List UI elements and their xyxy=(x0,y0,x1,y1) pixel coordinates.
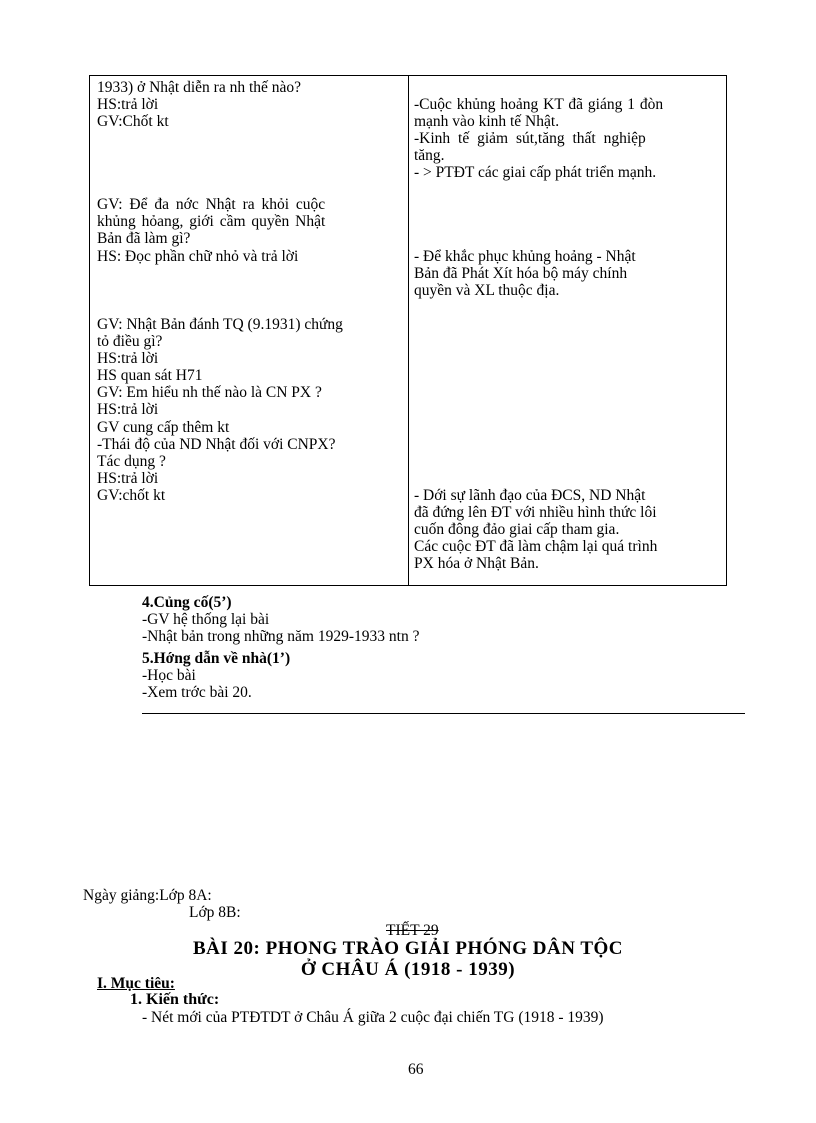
class-line: Lớp 8B: xyxy=(189,904,241,921)
teacher-student-activities-cell xyxy=(90,76,409,586)
content-line: PX hóa ở Nhật Bản. xyxy=(414,555,539,572)
activity-line: GV:chốt kt xyxy=(97,487,166,504)
objectives-heading: I. Mục tiêu: xyxy=(97,975,175,992)
content-line: -Kinh tế giảm sút,tăng thất nghiệp xyxy=(414,130,646,147)
activity-line: GV: Nhật Bản đánh TQ (9.1931) chứng xyxy=(97,316,343,333)
homework-line: -Học bài xyxy=(142,667,196,684)
content-line: cuốn đông đảo giai cấp tham gia. xyxy=(414,521,620,538)
activity-line: tỏ điều gì? xyxy=(97,333,163,350)
content-line: -Cuộc khủng hoảng KT đã giáng 1 đòn xyxy=(414,96,664,113)
consolidation-line: -Nhật bản trong những năm 1929-1933 ntn ? xyxy=(142,628,420,645)
knowledge-heading: 1. Kiến thức: xyxy=(130,991,220,1008)
content-line: - Dới sự lãnh đạo của ĐCS, ND Nhật xyxy=(414,487,646,504)
content-line: tăng. xyxy=(414,147,445,164)
section-divider xyxy=(142,713,745,714)
knowledge-bullet: - Nét mới của PTĐTDT ở Châu Á giữa 2 cuộc đại chiến TG (1918 - 1939) xyxy=(142,1009,604,1026)
activity-line: GV cung cấp thêm kt xyxy=(97,419,230,436)
activity-line: HS: Đọc phần chữ nhỏ và trả lời xyxy=(97,248,299,265)
activity-line: HS:trả lời xyxy=(97,470,159,487)
consolidation-heading: 4.Củng cố(5’) xyxy=(142,594,232,611)
content-line: quyền và XL thuộc địa. xyxy=(414,282,560,299)
activity-line: 1933) ở Nhật diễn ra nh thế nào? xyxy=(97,79,302,96)
lesson-table xyxy=(89,75,727,586)
activity-line: GV: Để đa nớc Nhật ra khỏi cuộc xyxy=(97,196,326,213)
lesson-content-cell xyxy=(409,76,727,586)
period-label: TIẾT 29 xyxy=(386,922,439,939)
lesson-subtitle: Ở CHÂU Á (1918 - 1939) xyxy=(300,959,516,980)
activity-line: HS:trả lời xyxy=(97,350,159,367)
activity-line: GV:Chốt kt xyxy=(97,113,169,130)
page-number: 66 xyxy=(408,1061,424,1078)
content-line: đã đứng lên ĐT với nhiều hình thức lôi xyxy=(414,504,657,521)
activity-line: Tác dụng ? xyxy=(97,453,166,470)
lesson-title: BÀI 20: PHONG TRÀO GIẢI PHÓNG DÂN TỘC xyxy=(192,938,624,959)
teaching-date-line: Ngày giảng:Lớp 8A: xyxy=(83,887,212,904)
activity-line: HS:trả lời xyxy=(97,401,159,418)
content-line: - > PTĐT các giai cấp phát triển mạnh. xyxy=(414,164,657,181)
activity-line: GV: Em hiểu nh thế nào là CN PX ? xyxy=(97,384,322,401)
homework-line: -Xem trớc bài 20. xyxy=(142,684,252,701)
activity-line: HS quan sát H71 xyxy=(97,367,203,384)
activity-line: khủng hỏang, giới cầm quyền Nhật xyxy=(97,213,326,230)
activity-line: HS:trả lời xyxy=(97,96,159,113)
homework-heading: 5.Hớng dẫn về nhà(1’) xyxy=(142,650,291,667)
content-line: mạnh vào kinh tế Nhật. xyxy=(414,113,560,130)
activity-line: -Thái độ của ND Nhật đối với CNPX? xyxy=(97,436,336,453)
content-line: Bản đã Phát Xít hóa bộ máy chính xyxy=(414,265,628,282)
activity-line: Bản đã làm gì? xyxy=(97,230,191,247)
content-line: - Để khắc phục khủng hoảng - Nhật xyxy=(414,248,636,265)
consolidation-line: -GV hệ thống lại bài xyxy=(142,611,270,628)
content-line: Các cuộc ĐT đã làm chậm lại quá trình xyxy=(414,538,658,555)
